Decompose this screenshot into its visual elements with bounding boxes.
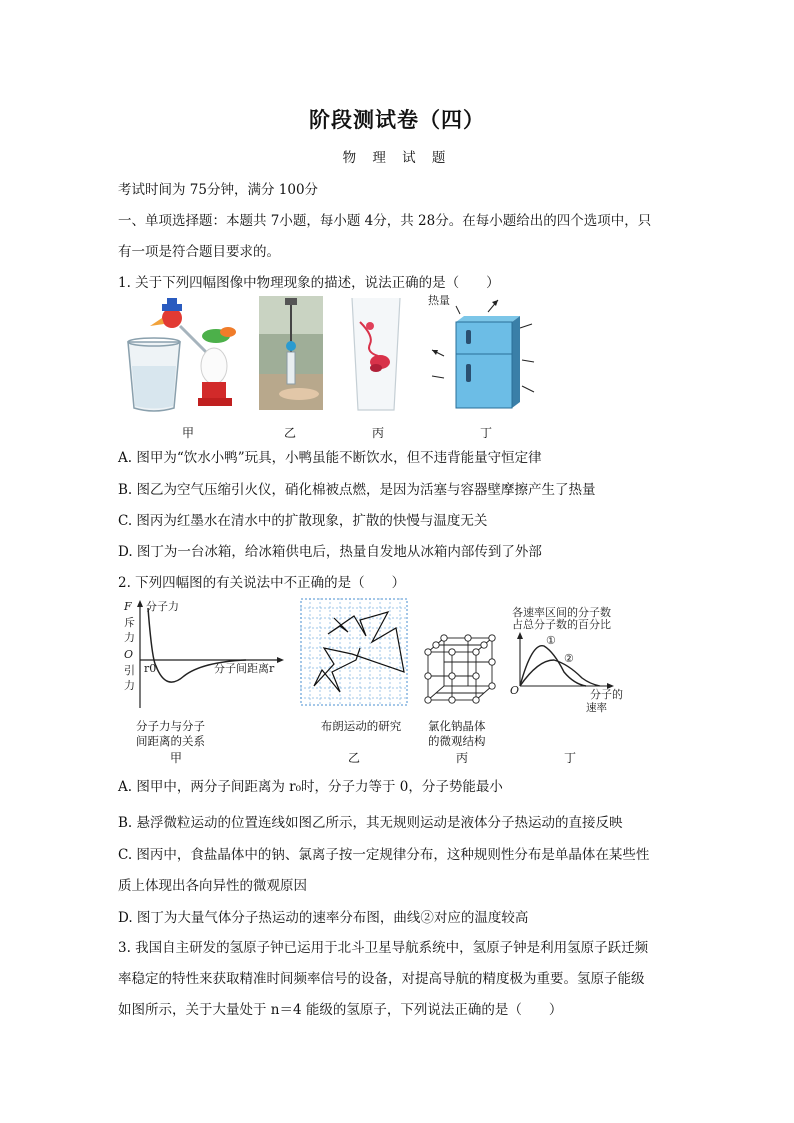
q2a-curve-label: 分子力 [146, 600, 179, 613]
section-heading-line2: 有一项是符合题目要求的。 [118, 244, 280, 260]
q2b-caption: 布朗运动的研究 [320, 719, 402, 733]
q2a-f-label: F [124, 600, 132, 613]
q3-stem-line2: 率稳定的特性来获取精准时间频率信号的设备，对提高导航的精度极为重要。氢原子能级 [118, 971, 645, 987]
q1-label-bing: 丙 [371, 426, 384, 440]
q2b-tag: 乙 [347, 751, 360, 765]
q2d-curve-2: ② [564, 652, 574, 665]
q1-figure-drinking-bird [120, 296, 248, 416]
q2a-attraction-2: 力 [124, 679, 135, 692]
q1-option-c: C. 图丙为红墨水在清水中的扩散现象，扩散的快慢与温度无关 [118, 513, 488, 529]
q3-stem-line3: 如图所示，关于大量处于 n＝4 能级的氢原子，下列说法正确的是（ ） [118, 1002, 563, 1018]
q2-figure-nacl-lattice [422, 634, 498, 704]
q2-option-c-line1: C. 图丙中，食盐晶体中的钠、氯离子按一定规律分布，这种规则性分布是单晶体在某些性 [118, 847, 650, 863]
q1-label-yi: 乙 [283, 426, 296, 440]
q2-option-c-line2: 质上体现出各向异性的微观原因 [118, 878, 307, 894]
q2d-tag: 丁 [563, 751, 576, 765]
q2c-caption-1: 氯化钠晶体 [428, 719, 486, 733]
page-title: 阶段测试卷（四） [309, 107, 485, 132]
q2a-r0-label: r0 [144, 662, 157, 675]
q1-label-jia: 甲 [181, 426, 194, 440]
q1-label-ding: 丁 [479, 426, 492, 440]
page-subtitle: 物 理 试 题 [342, 150, 452, 166]
q2a-repulsion-2: 力 [124, 631, 135, 644]
q2c-caption-2: 的微观结构 [428, 734, 486, 748]
q2-figure-brownian-motion [300, 598, 408, 706]
q1-stem: 1. 关于下列四幅图像中物理现象的描述，说法正确的是（ ） [118, 275, 500, 291]
q2a-x-label: 分子间距离r [214, 662, 275, 675]
q2d-origin: O [510, 684, 520, 697]
q2d-title-2: 占总分子数的百分比 [512, 618, 611, 631]
exam-time-info: 考试时间为 75分钟，满分 100分 [118, 182, 319, 198]
q2-option-a: A. 图甲中，两分子间距离为 r₀时，分子力等于 0，分子势能最小 [118, 779, 503, 795]
q2a-repulsion-1: 斥 [124, 616, 135, 629]
q2d-curve-1: ① [546, 634, 556, 647]
q2-figure-speed-distribution [508, 606, 628, 710]
q1-option-b: B. 图乙为空气压缩引火仪，硝化棉被点燃，是因为活塞与容器壁摩擦产生了热量 [118, 482, 596, 498]
q2a-caption-1: 分子力与分子 [136, 719, 205, 733]
q2a-caption-2: 间距离的关系 [136, 734, 205, 748]
q2-option-d: D. 图丁为大量气体分子热运动的速率分布图，曲线②对应的温度较高 [118, 910, 529, 926]
q1-figure-ink-diffusion [344, 296, 408, 412]
q1-option-d: D. 图丁为一台冰箱，给冰箱供电后，热量自发地从冰箱内部传到了外部 [118, 544, 542, 560]
q2a-attraction-1: 引 [124, 664, 135, 677]
q1-figure-refrigerator [426, 292, 538, 416]
section-heading-line1: 一、单项选择题：本题共 7小题，每小题 4分，共 28分。在每小题给出的四个选项中，只 [118, 213, 652, 229]
q2-stem: 2. 下列四幅图的有关说法中不正确的是（ ） [118, 575, 406, 591]
q1-option-a: A. 图甲为“饮水小鸭”玩具，小鸭虽能不断饮水，但不违背能量守恒定律 [118, 450, 542, 466]
q2a-tag: 甲 [169, 751, 182, 765]
q2-figure-molecular-force [118, 596, 288, 712]
q2d-x-label-2: 速率 [586, 702, 607, 714]
q1-figure-fire-syringe [259, 296, 323, 410]
q2d-title-1: 各速率区间的分子数 [512, 606, 611, 619]
fridge-heat-label: 热量 [428, 294, 450, 307]
q2d-x-label-1: 分子的 [590, 688, 623, 701]
q2-option-b: B. 悬浮微粒运动的位置连线如图乙所示，其无规则运动是液体分子热运动的直接反映 [118, 815, 623, 831]
q2c-tag: 丙 [455, 751, 468, 765]
q2a-origin: O [124, 648, 134, 661]
q3-stem-line1: 3. 我国自主研发的氢原子钟已运用于北斗卫星导航系统中，氢原子钟是利用氢原子跃迁频 [118, 940, 649, 956]
